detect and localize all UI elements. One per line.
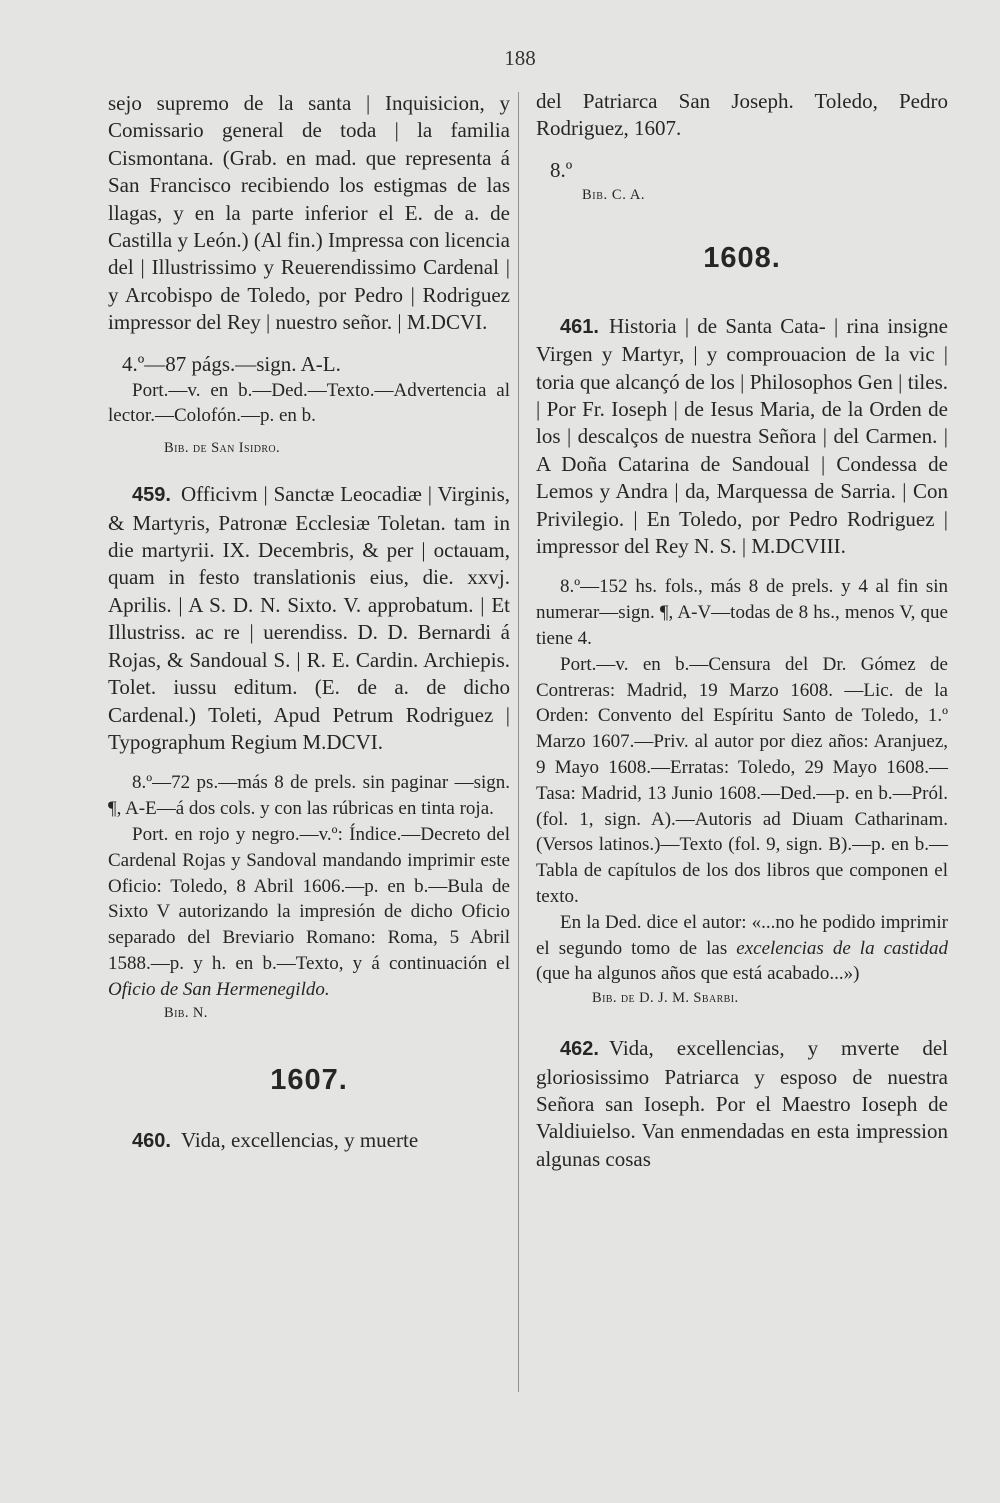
entry-459-number: 459. [132,484,171,507]
entry-461 [536,313,948,561]
entry-459-format: 8.º—72 ps.—más 8 de prels. sin paginar —sign. ¶, A-E—á dos cols. y con las rúbricas en tinta roja. [108,772,510,820]
entry-461-note-text: En la Ded. dice el autor: «...no he podido imprimir el segundo tomo de las [536,911,948,959]
entry-459-library: Bib. N. [164,1005,208,1022]
entry-461-contents: Port.—v. en b.—Censura del Dr. Gómez de Contreras: Madrid, 19 Marzo 1608. —Lic. de la Orden: Convento del Espíritu Santo de Toledo, 1.º Marzo 1607.—Priv. al autor por diez años: Aranjuez, 9 Mayo 1608.—Erratas: Toledo, 29 Mayo 1608.—Tasa: Madrid, 13 Junio 1608.—Ded.—p. en b.—Pról. (fol. 1, sign. A).—Autoris ad Diuam Catharinam. (Versos latinos.)—Texto (fol. 9, sign. B).—p. en b.—Tabla de capítulos de los dos libros que componen el texto. [536,653,948,908]
entry-460-start [108,1127,510,1155]
year-heading-1607: 1607. [270,1064,348,1097]
entry-461-format: 8.º—152 hs. fols., más 8 de prels. y 4 al fin sin numerar—sign. ¶, A-V—todas de 8 hs., menos V, que tiene 4. [536,576,948,650]
entry-460-number: 460. [132,1130,171,1153]
entry-461-number: 461. [560,315,599,338]
year-heading-1608: 1608. [703,241,781,274]
entry-460-format: 8.º [550,157,573,182]
page-number: 188 [504,46,536,70]
entry-458-library: Bib. de San Isidro. [164,440,281,457]
entry-459-contents-text: Port. en rojo y negro.—v.º: Índice.—Decreto del Cardenal Rojas y Sandoval mandando imprimir este Oficio: Toledo, 8 Abril 1606.—p. en b.—Bula de Sixto V autorizando la impresión de dicho Oficio separado del Breviario Romano: Roma, 5 Abril 1588.—p. y h. en b.—Texto, y á continuación el [108,823,510,974]
entry-462-number: 462. [560,1038,599,1061]
entry-462 [536,1035,948,1173]
entry-459-contents [108,822,510,1003]
entry-461-library: Bib. de D. J. M. Sbarbi. [592,990,739,1007]
column-divider [518,92,519,1392]
entry-462-title: Vida, excellencias, y mverte del gloriosissimo Patriarca y esposo de nuestra Señora san Ioseph. Por el Maestro Ioseph de Valdiuielso. Van enmendadas en esta impression algunas cosas [536,1036,948,1171]
entry-459-contents-italic: Oficio de San Hermenegildo. [108,978,330,1000]
entry-458-description: sejo supremo de la santa | Inquisicion, y Comissario general de toda | la familia Cismontana. (Grab. en mad. que representa á San Francisco recibiendo los estigmas de las llagas, y en la parte inferior el E. de a. de Castilla y León.) (Al fin.) Impressa con licencia del | Illustrissimo y Reuerendissimo Cardenal | y Arcobispo de Toledo, por Pedro | Rodriguez impressor del Rey | nuestro señor. | M.DCVI. [108,91,510,335]
entry-460-description: del Patriarca San Joseph. Toledo, Pedro Rodriguez, 1607. [536,89,948,141]
entry-458-contents: Port.—v. en b.—Ded.—Texto.—Advertencia al lector.—Colofón.—p. en b. [108,379,510,427]
entry-460-title-start: Vida, excellencias, y muerte [180,1128,419,1153]
entry-461-note-end: (que ha algunos años que está acabado...») [536,963,860,985]
entry-459-title: Officivm | Sanctæ Leocadiæ | Virginis, & Martyris, Patronæ Ecclesiæ Toletan. tam in die martyrii. IX. Decembris, & per | octauam, quam in festo translationis eius, die. xxvj. Aprilis. | A S. D. N. Sixto. V. approbatum. | Et Illustriss. ac re | uerendiss. D. D. Bernardi á Rojas, & Sandoual S. | R. E. Cardin. Archiepis. Tolet. iussu editum. (E. de a. de dicho Cardenal.) Toleti, Apud Petrum Rodriguez | Typographum Regium M.DCVI. [108,482,510,754]
entry-461-note-italic: excelencias de la castidad [736,937,948,959]
entry-461-title: Historia | de Santa Cata- | rina insigne Virgen y Martyr, | y comprouacion de la vic | toria que alcançó de los | Philosophos Gen | tiles. | Por Fr. Ioseph | de Iesus Maria, de la Orden de los | descalços de nuestra Señora | del Carmen. | A Doña Catarina de Sandoual | Condessa de Lemos y Andra | da, Marquessa de Sarria. | Con Privilegio. | En Toledo, por Pedro Rodriguez | impressor del Rey N. S. | M.DCVIII. [536,313,948,559]
entry-460-library: Bib. C. A. [582,186,646,203]
right-column [536,88,948,1173]
entry-461-note [536,910,948,987]
entry-458-format: 4.º—87 págs.—sign. A-L. [122,351,341,376]
entry-459 [108,481,510,756]
left-column [108,90,510,1156]
